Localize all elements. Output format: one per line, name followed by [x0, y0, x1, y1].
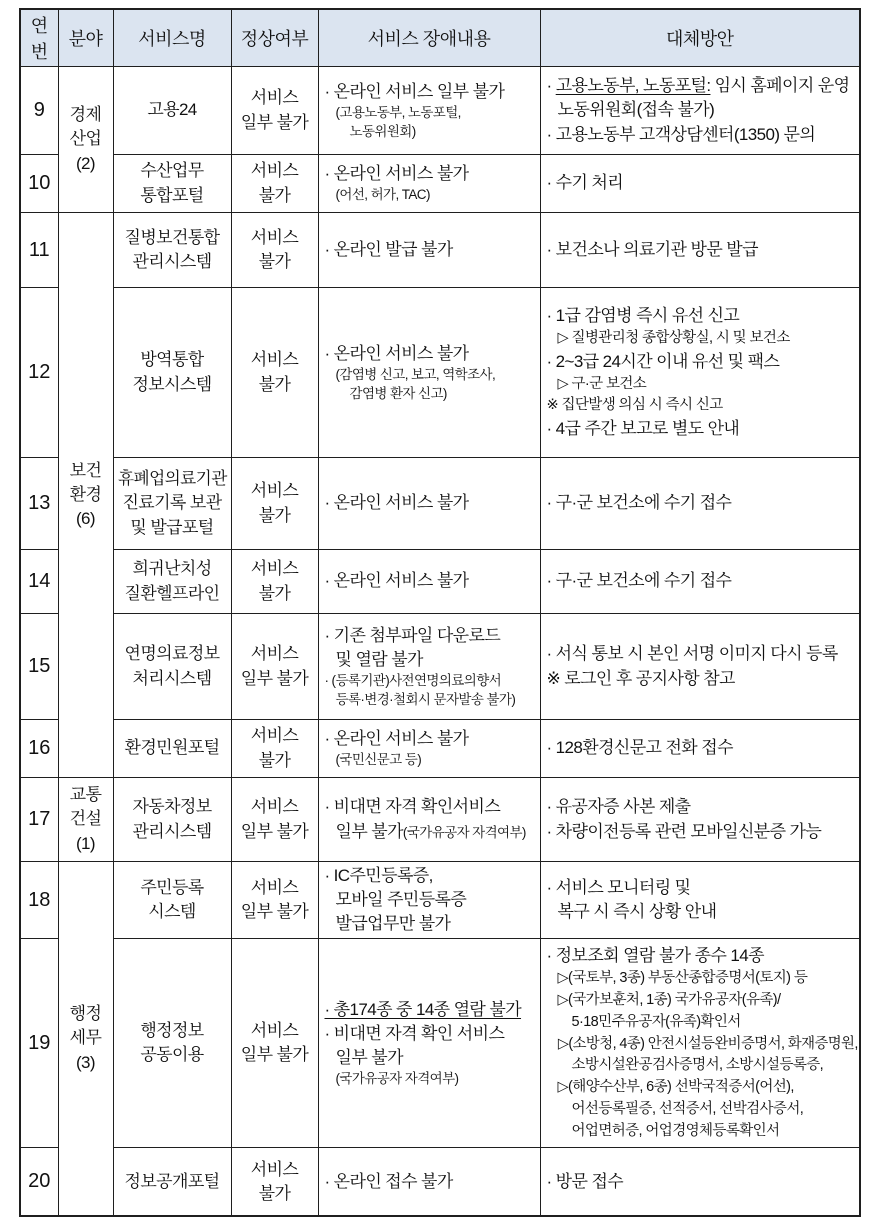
cell-line: ▷(국가보훈처, 1종) 국가유공자(유족)/	[557, 992, 781, 1009]
service-name-line: 통합포털	[140, 185, 204, 205]
cell-line: · 온라인 접수 불가	[324, 1171, 453, 1191]
service-name-line: 진료기록 보관	[122, 493, 222, 513]
status-cell	[231, 778, 318, 862]
row-number: 10	[28, 172, 51, 195]
row-number: 16	[28, 737, 51, 760]
issue-cell	[318, 155, 540, 213]
row-number-cell	[20, 939, 58, 1148]
service-name-line: 및 발급포털	[130, 517, 214, 537]
issue-cell	[318, 1148, 540, 1216]
cell-line: 일부 불가	[335, 1048, 403, 1068]
category-cell	[58, 213, 113, 778]
service-name-line: 행정정보	[140, 1021, 204, 1041]
cell-line: 감염병 환자 신고)	[349, 385, 447, 401]
category-line: 산업	[69, 129, 102, 149]
issue-cell	[318, 720, 540, 778]
issue-cell	[318, 213, 540, 288]
category-line: 경제	[69, 105, 102, 125]
status-line: 불가	[258, 252, 291, 271]
status-line: 불가	[258, 750, 291, 770]
category-line: (6)	[76, 509, 95, 529]
service-name-line: 질환헬프라인	[124, 583, 220, 603]
cell-line: 발급업무만 불가	[335, 914, 451, 934]
status-line: 서비스	[250, 797, 299, 817]
row-number: 14	[28, 570, 51, 593]
service-name-cell	[113, 778, 231, 862]
header-status: 정상여부	[231, 9, 318, 67]
service-name-cell	[113, 939, 231, 1148]
header-alternative: 대체방안	[540, 9, 860, 67]
issue-cell	[318, 550, 540, 614]
cell-line: ▷(소방청, 4종) 안전시설등완비증명서, 화재증명원,	[557, 1035, 858, 1052]
service-name-line: 주민등록	[140, 878, 204, 898]
service-name-line: 공동이용	[140, 1045, 204, 1065]
status-line: 서비스	[250, 227, 299, 247]
cell-line: · 기존 첨부파일 다운로드	[324, 626, 501, 646]
cell-line: · (등록기관)사전연명의료의향서	[324, 673, 502, 689]
row-number: 12	[28, 361, 51, 384]
status-line: 일부 불가	[240, 902, 309, 922]
status-line: 서비스	[250, 1021, 299, 1041]
cell-line: 소방시설완공검사증명서, 소방시설등록증,	[571, 1057, 824, 1074]
service-name-line: 희귀난치성	[132, 559, 212, 579]
cell-line: · 서식 통보 시 본인 서명 이미지 다시 등록	[546, 644, 838, 664]
row-number-cell	[20, 213, 58, 288]
category-cell	[58, 862, 113, 1216]
service-name-line: 관리시스템	[132, 252, 212, 271]
cell-line: · 정보조회 열람 불가 종수 14종	[546, 946, 764, 966]
service-name-cell	[113, 614, 231, 720]
cell-line: ▷(국토부, 3종) 부동산종합증명서(토지) 등	[557, 970, 808, 987]
status-line: 불가	[258, 505, 291, 525]
status-line: 불가	[258, 1183, 291, 1203]
row-number-cell	[20, 862, 58, 939]
table-header	[20, 9, 860, 67]
alternative-cell	[540, 155, 860, 213]
table-row-13	[20, 458, 860, 550]
status-line: 서비스	[250, 161, 299, 181]
table-row-18	[20, 862, 860, 939]
service-name-line: 방역통합	[140, 350, 204, 370]
header-issue: 서비스 장애내용	[318, 9, 540, 67]
cell-line: ▷ 구·군 보건소	[557, 375, 647, 392]
alternative-cell	[540, 550, 860, 614]
cell-line: 복구 시 즉시 상황 안내	[557, 902, 717, 922]
category-line: 환경	[69, 484, 102, 504]
cell-line: · 2~3급 24시간 이내 유선 및 팩스	[546, 351, 780, 371]
category-line: 행정	[69, 1004, 102, 1024]
issue-cell	[318, 67, 540, 155]
status-cell	[231, 67, 318, 155]
cell-line: ▷ 질병관리청 종합상황실, 시 및 보건소	[557, 329, 790, 346]
cell-line: · 온라인 서비스 불가	[324, 571, 469, 591]
status-cell	[231, 213, 318, 288]
cell-line: 노동위원회)	[349, 123, 416, 139]
cell-line: · 고용노동부 고객상담센터(1350) 문의	[546, 124, 816, 144]
service-name-line: 처리시스템	[132, 668, 212, 688]
cell-line: (국민신문고 등)	[335, 752, 422, 768]
issue-cell	[318, 778, 540, 862]
cell-line: · 4급 주간 보고로 별도 안내	[546, 419, 740, 439]
row-number: 18	[28, 888, 51, 911]
issue-cell	[318, 614, 540, 720]
issue-cell	[318, 862, 540, 939]
table-row-16	[20, 720, 860, 778]
status-cell	[231, 288, 318, 458]
row-number: 19	[28, 1032, 51, 1055]
cell-line: · 차량이전등록 관련 모바일신분증 가능	[546, 821, 822, 841]
status-cell	[231, 1148, 318, 1216]
text-run: (국가유공자 자격여부)	[402, 824, 526, 840]
row-number-cell	[20, 155, 58, 213]
status-line: 서비스	[250, 1159, 299, 1179]
header-service-name: 서비스명	[113, 9, 231, 67]
service-name-cell	[113, 458, 231, 550]
category-line: 보건	[69, 460, 102, 480]
category-line: (1)	[76, 833, 95, 853]
service-name-line: 정보공개포털	[124, 1171, 220, 1191]
cell-line: 및 열람 불가	[335, 650, 423, 670]
cell-line: · 구·군 보건소에 수기 접수	[546, 571, 732, 591]
cell-line: · 온라인 서비스 불가	[324, 493, 469, 513]
cell-line: 노동위원회(접속 불가)	[557, 100, 715, 120]
service-name-cell	[113, 213, 231, 288]
status-cell	[231, 458, 318, 550]
service-name-cell	[113, 155, 231, 213]
status-cell	[231, 550, 318, 614]
status-cell	[231, 939, 318, 1148]
status-line: 서비스	[250, 878, 299, 898]
row-number: 13	[28, 492, 51, 515]
category-line: (2)	[76, 153, 95, 173]
table-row-15	[20, 614, 860, 720]
service-name-line: 정보시스템	[132, 374, 212, 394]
text-run: 임시 홈페이지 운영	[710, 76, 850, 96]
alternative-cell	[540, 213, 860, 288]
cell-line: · 총174종 중 14종 열람 불가	[324, 1000, 522, 1020]
cell-line: · 비대면 자격 확인 서비스	[324, 1024, 505, 1044]
cell-line: · 유공자증 사본 제출	[546, 797, 691, 817]
cell-line: (어선, 허가, TAC)	[335, 187, 430, 203]
header-row	[20, 9, 860, 67]
row-number-cell	[20, 550, 58, 614]
category-line: 세무	[69, 1028, 102, 1048]
table-row-12	[20, 288, 860, 458]
alternative-cell	[540, 720, 860, 778]
alternative-cell	[540, 67, 860, 155]
status-cell	[231, 862, 318, 939]
row-number-cell	[20, 67, 58, 155]
alternative-cell	[540, 458, 860, 550]
status-line: 서비스	[250, 88, 299, 108]
status-line: 불가	[258, 374, 291, 394]
alternative-cell	[540, 288, 860, 458]
status-line: 서비스	[250, 559, 299, 579]
category-cell	[58, 67, 113, 213]
cell-line: · 온라인 서비스 불가	[324, 164, 469, 184]
table-row-11	[20, 213, 860, 288]
issue-cell	[318, 939, 540, 1148]
service-name-line: 환경민원포털	[124, 738, 220, 758]
cell-line: · 수기 처리	[546, 173, 624, 193]
table-row-9	[20, 67, 860, 155]
service-name-line: 자동차정보	[132, 797, 212, 817]
cell-line: · 구·군 보건소에 수기 접수	[546, 493, 732, 513]
service-name-cell	[113, 720, 231, 778]
status-line: 서비스	[250, 350, 299, 370]
alternative-cell	[540, 614, 860, 720]
header-category: 분야	[58, 9, 113, 67]
cell-line: · 방문 접수	[546, 1171, 624, 1191]
row-number: 11	[28, 238, 50, 261]
status-line: 불가	[258, 185, 291, 205]
cell-line	[547, 74, 850, 98]
cell-line: 등록·변경·철회시 문자발송 불가)	[335, 691, 516, 707]
row-number-cell	[20, 1148, 58, 1216]
service-name-line: 시스템	[148, 902, 196, 922]
service-name-line: 휴폐업의료기관	[117, 469, 227, 489]
row-number-cell	[20, 614, 58, 720]
status-line: 서비스	[250, 481, 299, 501]
alternative-cell	[540, 862, 860, 939]
row-number: 15	[28, 655, 51, 678]
status-line: 불가	[258, 583, 291, 603]
cell-line: 어업면허증, 어업경영체등록확인서	[571, 1122, 780, 1139]
service-name-line: 고용24	[147, 100, 197, 120]
cell-line: ※ 로그인 후 공지사항 참고	[546, 668, 735, 688]
row-number-cell	[20, 778, 58, 862]
cell-line: 5·18민주유공자(유족)확인서	[571, 1013, 741, 1030]
header-no: 연번	[20, 9, 58, 67]
status-cell	[231, 720, 318, 778]
service-name-line: 수산업무	[140, 161, 204, 181]
table-body	[20, 67, 860, 1216]
text-run: ·	[546, 76, 556, 96]
cell-line: · 비대면 자격 확인서비스	[324, 797, 501, 817]
status-line: 일부 불가	[240, 1045, 309, 1065]
cell-line: (고용노동부, 노동포털,	[335, 105, 461, 121]
cell-line: · IC주민등록증,	[324, 866, 433, 885]
cell-line: · 온라인 서비스 불가	[324, 344, 469, 364]
issue-cell	[318, 288, 540, 458]
cell-line: · 서비스 모니터링 및	[546, 878, 691, 898]
table-row-14	[20, 550, 860, 614]
service-name-line: 연명의료정보	[124, 644, 220, 664]
cell-line: · 보건소나 의료기관 방문 발급	[546, 239, 758, 259]
cell-line: · 1급 감염병 즉시 유선 신고	[546, 305, 740, 325]
row-number: 20	[28, 1170, 51, 1193]
text-run: 일부 불가	[335, 821, 403, 841]
status-cell	[231, 155, 318, 213]
category-line: 교통	[69, 785, 102, 805]
status-line: 일부 불가	[240, 112, 309, 132]
category-line: (3)	[76, 1052, 95, 1072]
cell-line	[325, 820, 526, 844]
cell-line: · 128환경신문고 전화 접수	[546, 738, 733, 758]
table-row-20	[20, 1148, 860, 1216]
status-line: 일부 불가	[240, 668, 309, 688]
row-number-cell	[20, 720, 58, 778]
cell-line: 모바일 주민등록증	[335, 890, 467, 910]
table-row-17	[20, 778, 860, 862]
alternative-cell	[540, 1148, 860, 1216]
status-line: 일부 불가	[240, 821, 309, 841]
service-name-cell	[113, 67, 231, 155]
status-line: 서비스	[250, 726, 299, 746]
service-outage-table	[19, 8, 861, 1217]
category-cell	[58, 778, 113, 862]
cell-line: · 온라인 서비스 불가	[324, 729, 469, 749]
table-row-10	[20, 155, 860, 213]
alternative-cell	[540, 939, 860, 1148]
status-cell	[231, 614, 318, 720]
cell-line: (국가유공자 자격여부)	[335, 1071, 459, 1087]
cell-line: ※ 집단발생 의심 시 즉시 신고	[546, 397, 723, 414]
row-number: 17	[28, 808, 51, 831]
service-name-cell	[113, 862, 231, 939]
cell-line: ▷(해양수산부, 6종) 선박국적증서(어선),	[557, 1079, 794, 1096]
row-number-cell	[20, 288, 58, 458]
row-number: 9	[33, 99, 45, 122]
service-name-line: 관리시스템	[132, 821, 212, 841]
cell-line: · 온라인 발급 불가	[324, 239, 453, 259]
service-name-line: 질병보건통합	[124, 227, 220, 247]
row-number-cell	[20, 458, 58, 550]
service-name-cell	[113, 288, 231, 458]
service-name-cell	[113, 1148, 231, 1216]
category-line: 건설	[69, 809, 102, 829]
alternative-cell	[540, 778, 860, 862]
cell-line: (감염병 신고, 보고, 역학조사,	[335, 367, 496, 383]
issue-cell	[318, 458, 540, 550]
cell-line: · 온라인 서비스 일부 불가	[324, 82, 505, 102]
service-name-cell	[113, 550, 231, 614]
table-row-19	[20, 939, 860, 1148]
text-run: 고용노동부, 노동포털:	[555, 76, 711, 96]
cell-line: 어선등록필증, 선적증서, 선박검사증서,	[571, 1100, 804, 1117]
status-line: 서비스	[250, 644, 299, 664]
